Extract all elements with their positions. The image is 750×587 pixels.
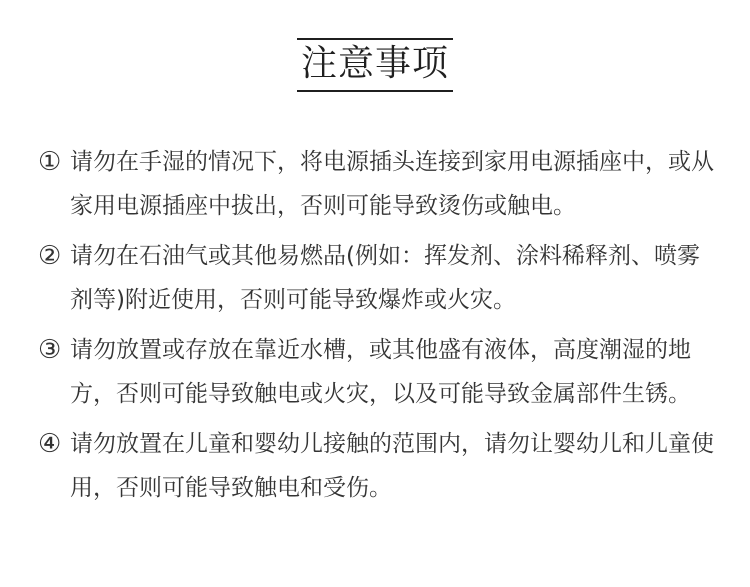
item-number: ④	[38, 429, 62, 459]
item-number: ②	[38, 241, 62, 271]
title-block	[0, 38, 750, 92]
item-number: ③	[38, 335, 62, 365]
item-text: 请勿放置或存放在靠近水槽，或其他盛有液体，高度潮湿的地方，否则可能导致触电或火灾，以及可能导致金属部件生锈。	[70, 337, 691, 407]
notice-item	[38, 328, 718, 416]
item-text: 请勿在石油气或其他易燃品(例如：挥发剂、涂料稀释剂、喷雾剂等)附近使用，否则可能导致爆炸或火灾。	[70, 243, 700, 313]
notice-list	[38, 140, 718, 516]
item-number: ①	[38, 147, 62, 177]
item-text: 请勿放置在儿童和婴幼儿接触的范围内，请勿让婴幼儿和儿童使用，否则可能导致触电和受伤。	[70, 431, 714, 501]
notice-item	[38, 140, 718, 228]
notice-item	[38, 234, 718, 322]
item-text: 请勿在手湿的情况下，将电源插头连接到家用电源插座中，或从家用电源插座中拔出，否则可能导致烫伤或触电。	[70, 149, 714, 219]
notice-item	[38, 422, 718, 510]
page-title: 注意事项	[297, 38, 453, 92]
